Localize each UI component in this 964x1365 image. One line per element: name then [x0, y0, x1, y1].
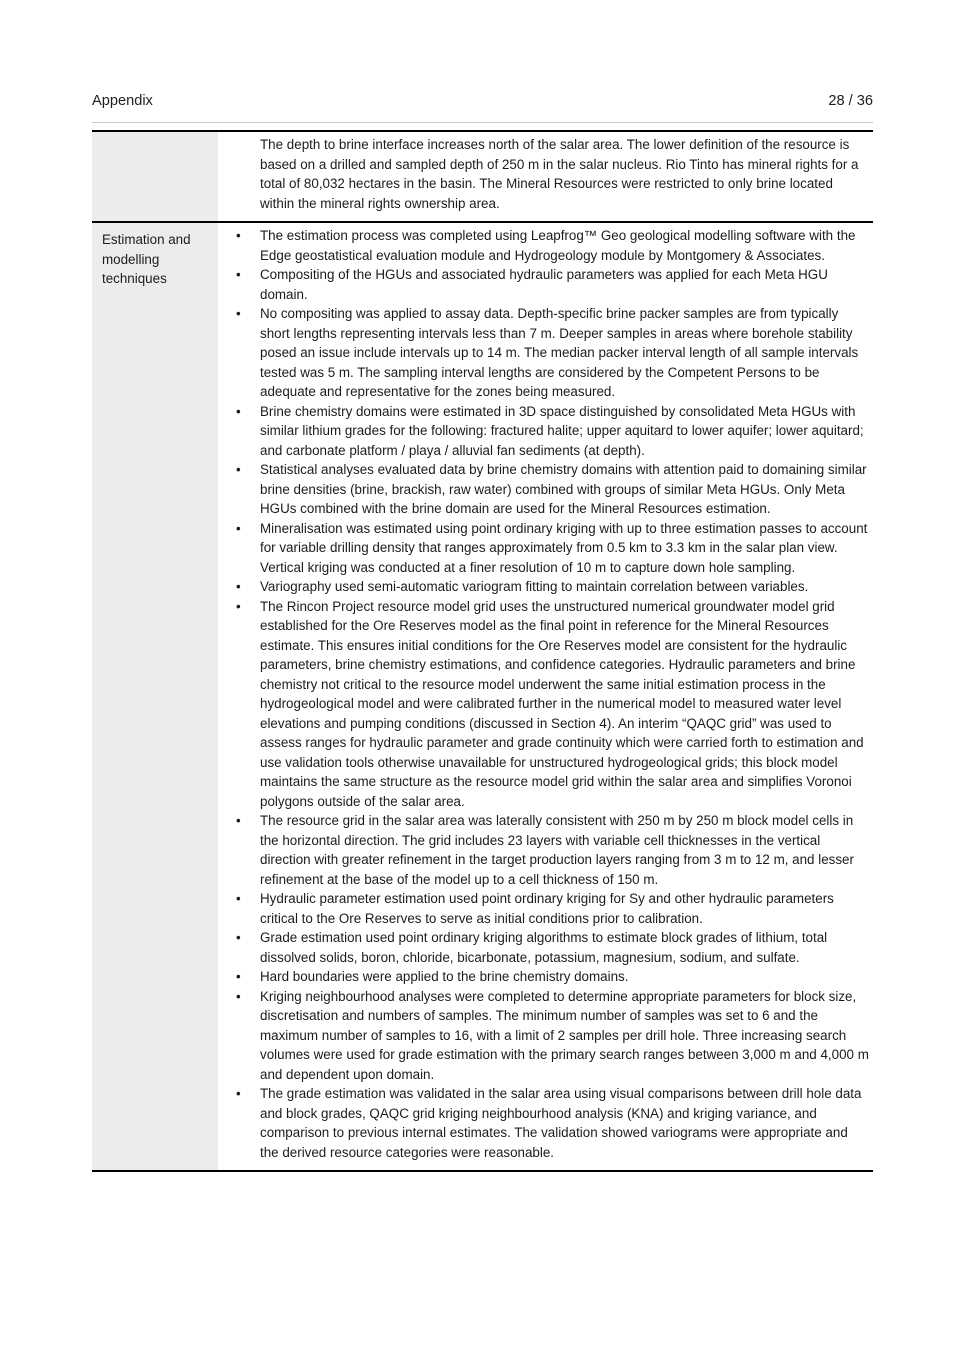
continuation-paragraph: The depth to brine interface increases north of the salar area. The lower definition of the resource is based on a drilled and sampled depth of 250 m in the salar nucleus. Rio Tinto has mineral rights for a total of 80,032 hectares in the basin. The Mineral Resources were restricted to only brine located within the mineral rights ownership area.	[260, 137, 859, 211]
bullet-item: • No compositing was applied to assay data. Depth-specific brine packer samples are from typically short lengths representing intervals less than 7 m. Deeper samples in areas where borehole stability posed an issue include intervals up to 14 m. The median packer interval length of all sample intervals tested was 5 m. The sampling interval lengths are considered by the Competent Persons to be adequate and representative for the zones being measured.	[218, 304, 871, 402]
bullet-item: • The grade estimation was validated in the salar area using visual comparisons between drill hole data and block grades, QAQC grid kriging neighbourhood analysis (KNA) and kriging variance, and comparison to previous internal estimates. The validation showed variograms were appropriate and the derived resource categories were reasonable.	[218, 1084, 871, 1162]
bullet-item: • The resource grid in the salar area was laterally consistent with 250 m by 250 m block model cells in the horizontal direction. The grid includes 23 layers with variable cell thicknesses in the vertical direction with greater refinement in the target production layers ranging from 3 m to 12 m, and lesser refinement at the base of the model up to a cell thickness of 150 m.	[218, 811, 871, 889]
criteria-table	[92, 130, 873, 1172]
bullet-item: • The estimation process was completed using Leapfrog™ Geo geological modelling software with the Edge geostatistical evaluation module and Hydrogeology module by Montgomery & Associates.	[218, 226, 871, 265]
bullet-item: • Grade estimation used point ordinary kriging algorithms to estimate block grades of lithium, total dissolved solids, boron, chloride, bicarbonate, potassium, magnesium, sodium, and sulfate.	[218, 928, 871, 967]
bullet-item: • Kriging neighbourhood analyses were completed to determine appropriate parameters for block size, discretisation and numbers of samples. The minimum number of samples was set to 6 and the maximum number of samples to 16, with a limit of 2 samples per drill hole. Three increasing search volumes were used for grade estimation with the primary search ranges between 3,000 m and 4,000 m and dependent upon domain.	[218, 987, 871, 1085]
row-label: Estimation and modelling techniques	[92, 223, 218, 1170]
bullet-item: • Variography used semi-automatic variogram fitting to maintain correlation between variables.	[218, 577, 871, 597]
table-row-estimation	[92, 221, 873, 1170]
row-content	[218, 132, 873, 221]
table-row-continuation	[92, 132, 873, 221]
bullet-list	[218, 226, 871, 1162]
page-number: 28 / 36	[828, 93, 873, 109]
header-title: Appendix	[92, 93, 153, 109]
bullet-item: • Hard boundaries were applied to the brine chemistry domains.	[218, 967, 871, 987]
bullet-item: • The Rincon Project resource model grid uses the unstructured numerical groundwater model grid established for the Ore Reserves model as the final point in reference for the Mineral Resources estimate. This ensures initial conditions for the Ore Reserves model are consistent for the hydraulic parameters, brine chemistry estimations, and confidence categories. Hydraulic parameters and brine chemistry not critical to the resource model underwent the same initial estimation process in the hydrogeological model and were calibrated further in the numerical model to measured water level elevations and pumping conditions (discussed in Section 4). An interim “QAQC grid” was used to assess ranges for hydraulic parameter and grade continuity which were carried forth to estimation and use validation tools otherwise unavailable for unstructured hydrogeological grids; this block model maintains the same structure as the resource model grid within the salar area and simplifies Voronoi polygons outside of the salar area.	[218, 597, 871, 812]
page-header	[92, 92, 873, 123]
bullet-item: • Hydraulic parameter estimation used point ordinary kriging for Sy and other hydraulic parameters critical to the Ore Reserves to serve as initial conditions prior to calibration.	[218, 889, 871, 928]
bullet-item: • Mineralisation was estimated using point ordinary kriging with up to three estimation passes to account for variable drilling density that ranges approximately from 0.5 km to 3.3 km in the salar plan view. Vertical kriging was conducted at a finer resolution of 10 m to capture down hole sampling.	[218, 519, 871, 578]
row-label-empty	[92, 132, 218, 221]
bullet-item: • Statistical analyses evaluated data by brine chemistry domains with attention paid to domaining similar brine densities (brine, brackish, raw water) combined with groups of similar Meta HGUs. Only Meta HGUs combined with the brine domain are used for the Mineral Resources estimation.	[218, 460, 871, 519]
bullet-item: • Compositing of the HGUs and associated hydraulic parameters was applied for each Meta HGU domain.	[218, 265, 871, 304]
row-content	[218, 223, 873, 1170]
bullet-item: • Brine chemistry domains were estimated in 3D space distinguished by consolidated Meta HGUs with similar lithium grades for the following: fractured halite; upper aquitard to lower aquifer; lower aquitard; and carbonate platform / playa / alluvial fan sediments (at depth).	[218, 402, 871, 461]
